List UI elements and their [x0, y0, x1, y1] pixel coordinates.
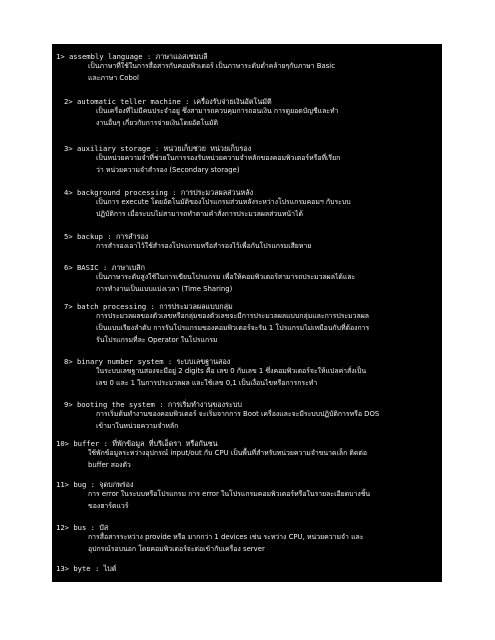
entry-translation: ระบบเลขฐานสอง	[176, 357, 231, 366]
entry-translation: ที่พักข้อมูล ที่บริเอ็ดรา หรือกันชน	[112, 439, 218, 448]
entry-description-line: งานอื่นๆ เกี่ยวกับการจ่ายเงินโดยอัตโนมัติ	[96, 119, 219, 128]
entry-description-line: เป็นภาษาที่ใช้ในการสื่อสารกับคอมพิวเตอร์ เป็นภาษาระดับต่ำคล้ายๆกับภาษา Basic	[88, 62, 335, 71]
entry-translation: การสำรอง	[115, 232, 149, 241]
entry-translation: เครื่องรับจ่ายเงินอัตโนมัติ	[193, 97, 272, 106]
entry-description-line: การประมวลผลของตัวเลขหรือกลุ่มของตัวเลขจะมีการประมวลผลแบบกลุ่มและการประมวลผล	[96, 312, 370, 321]
entry-number: 12>	[56, 523, 69, 532]
entry-description-line: ปฏิบัติการ เมื่อระบบไม่สามารถทำตามคำสั่งการประมวลผลส่วนหน้าได้	[96, 210, 303, 219]
entry-number: 13>	[56, 564, 69, 573]
entry-translation: ภาษาแอสเซมบลี	[155, 52, 208, 61]
entry-term: BASIC	[76, 263, 99, 272]
entry-number: 9>	[64, 400, 73, 409]
entry-heading: 9> booting the system : การเริ่มทำงานของระบบ	[64, 400, 242, 409]
entry-description-line: ในระบบเลขฐานสองจะมีอยู่ 2 digits คือ เลข 0 กับเลข 1 ซึ่งคอมพิวเตอร์จะให้แปลค่าสั่งเป็น	[96, 367, 367, 376]
glossary-entry	[56, 357, 436, 390]
entry-description-line: ของฮาร์ดแวร์	[88, 502, 129, 511]
entry-term: assembly language	[68, 52, 143, 61]
entry-term: automatic teller machine	[76, 97, 181, 106]
entry-translation: จุดบกพร่อง	[99, 480, 134, 489]
glossary-entry	[56, 439, 436, 472]
entry-heading: 12> bus : บัส	[56, 523, 109, 532]
glossary-entry	[56, 97, 436, 130]
entry-heading: 1> assembly language : ภาษาแอสเซมบลี	[56, 52, 208, 61]
entry-description-line: การสื่อสารระหว่าง provide หรือ มากกว่า 1 devices เช่น ระหว่าง CPU, หน่วยความจำ และ	[88, 533, 364, 542]
entry-description-line: การทำงานเป็นแบบแบ่งเวลา (Time Sharing)	[96, 285, 233, 294]
entry-number: 11>	[56, 480, 69, 489]
entry-heading: 7> batch processing : การประมวลผลแบบกลุ่ม	[64, 302, 233, 311]
entry-term: auxiliary storage	[76, 144, 151, 153]
entry-description-line: เป็นแบบเรียงลำดับ การรันโปรแกรมของคอมพิวเตอร์จะรัน 1 โปรแกรมไม่เหมือนกับที่ต้องการ	[96, 324, 370, 333]
entry-term: background processing	[76, 188, 168, 197]
entry-term: backup	[76, 232, 103, 241]
entry-number: 1>	[56, 52, 65, 61]
glossary-entry	[56, 144, 436, 177]
entry-number: 8>	[64, 357, 73, 366]
entry-description-line: เป็นการ execute โดยอัตโนมัติของโปรแกรมส่วนหลังระหว่างโปรแกรมคอมฯ กับระบบ	[96, 198, 351, 207]
entry-heading: 10> buffer : ที่พักข้อมูล ที่บริเอ็ดรา หรือกันชน	[56, 439, 218, 448]
entry-description-line: การ error ในระบบหรือโปรแกรม การ error ในโปรแกรมคอมพิวเตอร์หรือในรายละเอียดบางชิ้น	[88, 490, 371, 499]
entry-number: 4>	[64, 188, 73, 197]
entry-description-line: เข้ามาในหน่วยความจำหลัก	[96, 422, 179, 431]
entry-description-line: เลข 0 และ 1 ในการประมวลผล และใช้เลข 0,1 เป็นเงื่อนไขหรือการกระทำ	[96, 379, 318, 388]
entry-description-line: เป็นภาษาระดับสูงใช้ในการเขียนโปรแกรม เพื่อให้คอมพิวเตอร์สามารถประมวลผลได้และ	[96, 273, 356, 282]
entry-translation: ไบต์	[103, 564, 117, 573]
entry-description-line: รันโปรแกรมที่ละ Operator ในโปรแกรม	[96, 335, 218, 344]
entry-translation: การประมวลผลส่วนหลัง	[180, 188, 254, 197]
entry-term: bus	[73, 523, 87, 532]
entry-number: 5>	[64, 232, 73, 241]
entry-translation: บัส	[99, 523, 109, 532]
entry-term: byte	[73, 564, 91, 573]
entry-heading: 5> backup : การสำรอง	[64, 232, 149, 241]
entry-translation: การประมวลผลแบบกลุ่ม	[159, 302, 233, 311]
entry-heading: 6> BASIC : ภาษาเบสิก	[64, 263, 145, 272]
entry-term: bug	[73, 480, 87, 489]
entry-description-line: ใช้พักข้อมูลระหว่างอุปกรณ์ input/out กับ CPU เป็นพื้นที่สำหรับหน่วยความจำขนาดเล็ก ติดต่อ	[88, 449, 367, 458]
entry-description-line: เป็นเครื่องที่ไม่มีคนประจำอยู่ ซึ่งสามารถควบคุมการถอนเงิน การดูยอดบัญชีและทำ	[96, 107, 339, 116]
glossary-entry	[56, 263, 436, 296]
glossary-entry	[56, 52, 436, 85]
entry-translation: การเริ่มทำงานของระบบ	[167, 400, 242, 409]
entry-number: 3>	[64, 144, 73, 153]
entry-description-line: ว่า หน่วยความจำสำรอง (Secondary storage)	[96, 166, 240, 175]
entry-heading: 3> auxiliary storage : หน่วยเก็บช่วย หน่วยเก็บรอง	[64, 144, 252, 153]
entry-heading: 11> bug : จุดบกพร่อง	[56, 480, 134, 489]
glossary-entry	[56, 400, 436, 433]
glossary-entry	[56, 480, 436, 513]
entry-term: batch processing	[76, 302, 147, 311]
entry-description-line: เป็นหน่วยความจำที่ช่วยในการรองรับหน่วยความจำหลักของคอมพิวเตอร์หรือที่เรียก	[96, 154, 341, 163]
entry-heading: 4> background processing : การประมวลผลส่วนหลัง	[64, 188, 254, 197]
entry-term: buffer	[73, 439, 100, 448]
entry-description-line: การเริ่มต้นทำงานของคอมพิวเตอร์ จะเริ่มจากการ Boot เครื่องและจะมีระบบปฏิบัติการหรือ DOS	[96, 410, 380, 419]
entry-number: 7>	[64, 302, 73, 311]
entry-translation: หน่วยเก็บช่วย หน่วยเก็บรอง	[163, 144, 252, 153]
glossary-entry	[56, 188, 436, 221]
entry-number: 6>	[64, 263, 73, 272]
entry-description-line: อุปกรณ์รอบนอก โดยคอมพิวเตอร์จะต่อเข้ากับเครื่อง server	[88, 545, 265, 554]
entry-translation: ภาษาเบสิก	[111, 263, 145, 272]
entry-heading: 8> binary number system : ระบบเลขฐานสอง	[64, 357, 231, 366]
entry-description-line: การสำรองเอาไว้ใช้สำรองโปรแกรมหรือสำรองไว้เพื่อกันโปรแกรมเสียหาย	[96, 242, 312, 251]
entry-description-line: และภาษา Cobol	[88, 74, 139, 83]
entry-heading: 13> byte : ไบต์	[56, 564, 117, 573]
glossary-document	[52, 44, 442, 582]
entry-number: 10>	[56, 439, 69, 448]
glossary-entry	[56, 564, 436, 573]
glossary-entry	[56, 302, 436, 347]
glossary-entry	[56, 232, 436, 253]
entry-heading: 2> automatic teller machine : เครื่องรับจ่ายเงินอัตโนมัติ	[64, 97, 272, 106]
entry-term: booting the system	[76, 400, 155, 409]
entry-term: binary number system	[76, 357, 164, 366]
entry-number: 2>	[64, 97, 73, 106]
entry-description-line: buffer สองตัว	[88, 461, 131, 470]
glossary-entry	[56, 523, 436, 556]
